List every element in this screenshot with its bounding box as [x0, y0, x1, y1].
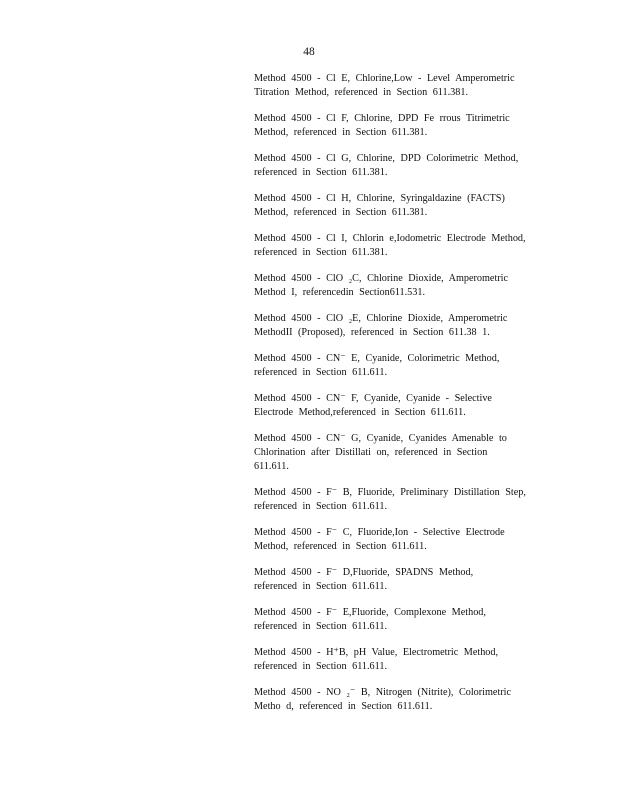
- entry-line: Method 4500 - F⁻ B, Fluoride, Preliminary Distillation Step,: [254, 487, 526, 498]
- entry-line: referenced in Section 611.611.: [254, 621, 387, 632]
- method-list: [254, 72, 544, 726]
- method-entry: [254, 192, 544, 220]
- entry-line: Method 4500 - Cl G, Chlorine, DPD Colorimetric Method,: [254, 153, 519, 164]
- entry-line: Method 4500 - ClO ₂C, Chlorine Dioxide, Amperometric: [254, 273, 509, 284]
- entry-line: Method, referenced in Section 611.611.: [254, 541, 427, 552]
- entry-line: Method I, referencedin Section611.531.: [254, 287, 426, 298]
- method-entry: [254, 72, 544, 100]
- entry-line: referenced in Section 611.611.: [254, 501, 387, 512]
- method-entry: [254, 606, 544, 634]
- entry-line: Method, referenced in Section 611.381.: [254, 207, 428, 218]
- entry-line: referenced in Section 611.611.: [254, 367, 387, 378]
- entry-line: referenced in Section 611.611.: [254, 581, 387, 592]
- entry-line: Method 4500 - ClO ₂E, Chlorine Dioxide, Amperometric: [254, 313, 508, 324]
- method-entry: [254, 686, 544, 714]
- method-entry: [254, 646, 544, 674]
- entry-line: referenced in Section 611.381.: [254, 247, 388, 258]
- method-entry: [254, 112, 544, 140]
- entry-line: referenced in Section 611.611.: [254, 661, 387, 672]
- entry-line: Method 4500 - Cl F, Chlorine, DPD Fe rrous Titrimetric: [254, 113, 510, 124]
- method-entry: [254, 352, 544, 380]
- method-entry: [254, 272, 544, 300]
- entry-line: Metho d, referenced in Section 611.611.: [254, 701, 433, 712]
- method-entry: [254, 312, 544, 340]
- entry-line: Method 4500 - F⁻ D,Fluoride, SPADNS Method,: [254, 567, 474, 578]
- entry-line: referenced in Section 611.381.: [254, 167, 388, 178]
- entry-line: MethodII (Proposed), referenced in Section 611.38 1.: [254, 327, 490, 338]
- method-entry: [254, 432, 544, 474]
- entry-line: Chlorination after Distillati on, referenced in Section: [254, 447, 488, 458]
- entry-line: Electrode Method,referenced in Section 611.611.: [254, 407, 466, 418]
- method-entry: [254, 566, 544, 594]
- method-entry: [254, 392, 544, 420]
- entry-line: Method 4500 - F⁻ E,Fluoride, Complexone Method,: [254, 607, 486, 618]
- method-entry: [254, 152, 544, 180]
- page-number: 48: [303, 46, 315, 58]
- entry-line: Method 4500 - H⁺B, pH Value, Electrometric Method,: [254, 647, 499, 658]
- method-entry: [254, 486, 544, 514]
- method-entry: [254, 526, 544, 554]
- entry-line: 611.611.: [254, 461, 289, 472]
- entry-line: Method 4500 - NO ₂⁻ B, Nitrogen (Nitrite), Colorimetric: [254, 687, 512, 698]
- method-entry: [254, 232, 544, 260]
- entry-line: Method 4500 - CN⁻ F, Cyanide, Cyanide - Selective: [254, 393, 492, 404]
- entry-line: Method, referenced in Section 611.381.: [254, 127, 428, 138]
- entry-line: Method 4500 - CN⁻ E, Cyanide, Colorimetric Method,: [254, 353, 500, 364]
- entry-line: Method 4500 - F⁻ C, Fluoride,Ion - Selective Electrode: [254, 527, 505, 538]
- entry-line: Method 4500 - CN⁻ G, Cyanide, Cyanides Amenable to: [254, 433, 507, 444]
- entry-line: Method 4500 - Cl I, Chlorin e,Iodometric Electrode Method,: [254, 233, 526, 244]
- entry-line: Method 4500 - Cl H, Chlorine, Syringaldazine (FACTS): [254, 193, 505, 204]
- entry-line: Titration Method, referenced in Section 611.381.: [254, 87, 468, 98]
- entry-line: Method 4500 - Cl E, Chlorine,Low - Level Amperometric: [254, 73, 515, 84]
